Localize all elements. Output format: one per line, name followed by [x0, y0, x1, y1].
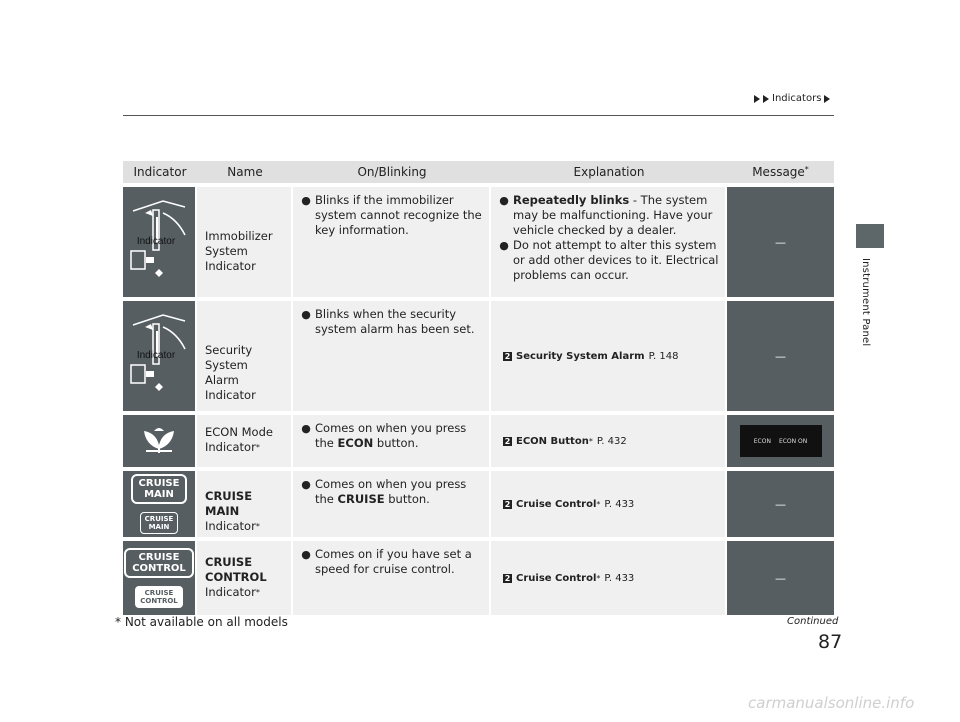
reference-arrow-icon: 2	[504, 436, 511, 446]
message-cell: —	[727, 541, 834, 615]
message-cell: —	[727, 187, 834, 297]
name-cell: CRUISE MAIN Indicator*	[197, 471, 293, 537]
chevron-right-icon	[824, 95, 830, 103]
cross-reference-link[interactable]: 2 Security System Alarm P. 148	[504, 350, 679, 362]
blink-cell: ● Comes on when you press the ECON button.	[293, 415, 491, 467]
name-cell: CRUISE CONTROL Indicator*	[197, 541, 293, 615]
explanation-cell: ● Repeatedly blinks - The system may be malfunctioning. Have your vehicle checked by a dealer. ● Do not attempt to alter this system or add other devices to it. Electrical problems can occur.	[491, 187, 727, 297]
column-header-indicator: Indicator	[123, 161, 197, 183]
reference-arrow-icon: 2	[504, 573, 511, 583]
econ-panel-right: ECON ON	[778, 437, 808, 445]
message-cell	[727, 415, 834, 467]
reference-arrow-icon: 2	[504, 351, 511, 361]
header-divider	[123, 115, 834, 116]
name-cell: Security System Alarm Indicator	[197, 301, 293, 411]
blink-cell: ● Comes on when you press the CRUISE button.	[293, 471, 491, 537]
column-header-on-blinking: On/Blinking	[293, 161, 491, 183]
econ-leaf-icon	[123, 415, 197, 467]
message-cell: —	[727, 471, 834, 537]
econ-on-message-panel	[740, 425, 822, 457]
column-header-explanation: Explanation	[491, 161, 727, 183]
explanation-cell	[491, 415, 727, 467]
breadcrumb-label: Indicators	[772, 93, 822, 104]
immobilizer-key-icon	[123, 187, 197, 297]
cross-reference-link[interactable]: 2 ECON Button* P. 432	[504, 435, 627, 447]
table-row	[123, 541, 834, 615]
explanation-cell	[491, 301, 727, 411]
table-row	[123, 415, 834, 467]
cruise-main-icon: CRUISE MAIN CRUISE MAIN	[123, 471, 197, 537]
name-cell: ECON Mode Indicator*	[197, 415, 293, 467]
footnote: * Not available on all models	[115, 615, 288, 629]
name-cell: Immobilizer System Indicator	[197, 187, 293, 297]
chevron-right-icon	[763, 95, 769, 103]
breadcrumb	[754, 93, 830, 104]
blink-cell: ● Comes on if you have set a speed for cruise control.	[293, 541, 491, 615]
watermark: carmanualsonline.info	[748, 694, 915, 712]
reference-arrow-icon: 2	[504, 499, 511, 509]
cross-reference-link[interactable]: 2 Cruise Control* P. 433	[504, 498, 635, 510]
continued-label: Continued	[787, 616, 839, 627]
econ-panel-left: ECON	[753, 437, 771, 445]
cruise-control-icon: CRUISE CONTROL CRUISE CONTROL	[123, 541, 197, 615]
svg-text:Indicator: Indicator	[136, 350, 176, 361]
svg-text:Indicator: Indicator	[136, 236, 176, 247]
section-label: Instrument Panel	[860, 258, 871, 347]
cross-reference-link[interactable]: 2 Cruise Control* P. 433	[504, 572, 635, 584]
column-header-message: Message*	[727, 161, 834, 183]
table-row	[123, 471, 834, 537]
chevron-right-icon	[754, 95, 760, 103]
column-header-name: Name	[197, 161, 293, 183]
page-number: 87	[818, 631, 843, 653]
message-cell: —	[727, 301, 834, 411]
table-row	[123, 301, 834, 411]
indicator-table	[123, 157, 834, 619]
blink-cell: ● Blinks if the immobilizer system cannot recognize the key information.	[293, 187, 491, 297]
blink-cell: ● Blinks when the security system alarm has been set.	[293, 301, 491, 411]
section-tab	[856, 224, 884, 248]
table-header-row	[123, 161, 834, 183]
explanation-cell	[491, 471, 727, 537]
explanation-cell	[491, 541, 727, 615]
table-row	[123, 187, 834, 297]
security-alarm-icon	[123, 301, 197, 411]
